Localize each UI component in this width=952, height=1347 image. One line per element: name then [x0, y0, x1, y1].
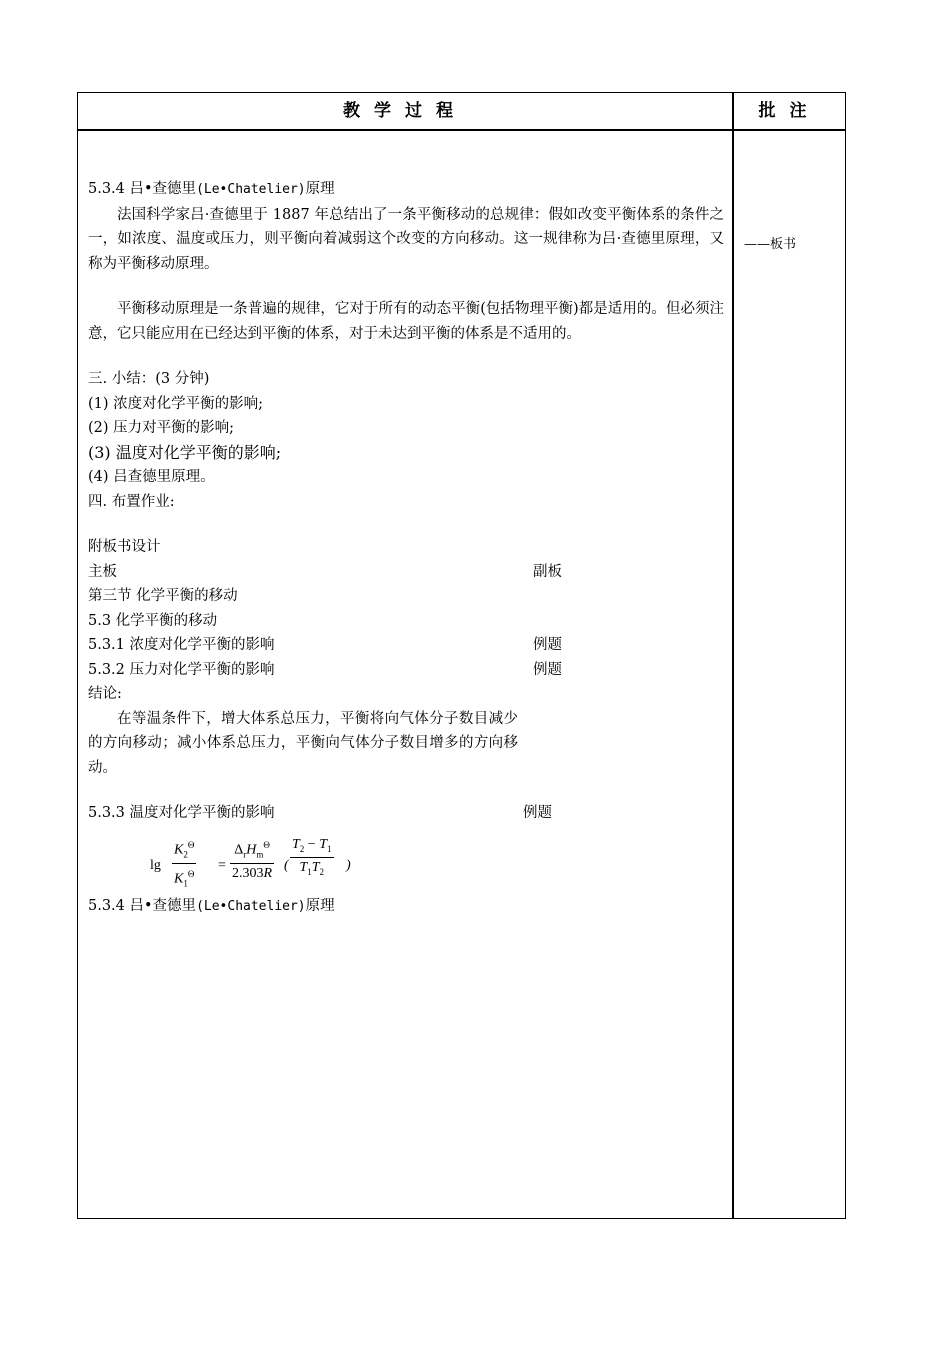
formula-temperature-fraction: $\frac{T_2 - T_1}{T_1T_2}$: [292, 836, 332, 878]
board-line: 5.3.3 温度对化学平衡的影响 例题: [88, 801, 724, 826]
formula-lg: lg: [150, 857, 161, 873]
summary-item: (3) 温度对化学平衡的影响;: [88, 442, 282, 462]
board-line: 5.3.2 压力对化学平衡的影响 例题: [88, 658, 724, 683]
sub-board-label: 副板: [533, 563, 562, 580]
board-design-title: 附板书设计: [88, 539, 161, 555]
example-label: 例题: [523, 805, 552, 821]
formula-paren-close: ): [346, 857, 351, 873]
paragraph-principle: 法国科学家吕·查德里于 1887 年总结出了一条平衡移动的总规律：假如改变平衡体系的条件之一，如浓度、温度或压力，则平衡向着减弱这个改变的方向移动。这一规律称为吕·查德里原理，又称为平衡移动原理。: [88, 206, 724, 272]
summary-item: (4) 吕查德里原理。: [88, 469, 215, 485]
lesson-table: [77, 92, 846, 1219]
main-content: [88, 177, 724, 919]
board-headings: [88, 560, 724, 585]
summary-item: (2) 压力对平衡的影响;: [88, 420, 235, 436]
board-line: 第三节 化学平衡的移动: [88, 588, 238, 604]
conclusion-text: 在等温条件下，增大体系总压力，平衡将向气体分子数目减少的方向移动；减小体系总压力，平衡向气体分子数目增多的方向移动。: [88, 710, 518, 776]
main-board-label: 主板: [88, 563, 117, 580]
formula-enthalpy-fraction: $\Delta_rH_m^\Theta$ 2.303R: [230, 836, 274, 884]
formula-k-ratio: $\frac{K_2^\Theta}{K_1^\Theta}$: [172, 836, 196, 894]
example-label: 例题: [533, 637, 562, 653]
formula-paren-open: (: [284, 857, 289, 873]
paragraph-universal: 平衡移动原理是一条普遍的规律，它对于所有的动态平衡(包括物理平衡)都是适用的。但必须注意，它只能应用在已经达到平衡的体系，对于未达到平衡的体系是不适用的。: [88, 301, 724, 342]
header-teaching-process: 教学过程: [343, 101, 467, 121]
vant-hoff-formula: [150, 836, 724, 894]
board-line: 5.3.4 吕•查德里(Le•Chatelier)原理: [88, 897, 335, 914]
note-board: ——板书: [744, 237, 797, 252]
section-title: 5.3.4 吕•查德里(Le•Chatelier)原理: [88, 181, 335, 197]
board-line: 5.3 化学平衡的移动: [88, 612, 218, 629]
summary-item: (1) 浓度对化学平衡的影响;: [88, 395, 264, 412]
example-label: 例题: [533, 661, 562, 678]
header-divider: [78, 129, 845, 131]
homework-title: 四. 布置作业:: [88, 493, 175, 510]
summary-title: 三. 小结：(3 分钟): [88, 371, 210, 387]
column-divider: [732, 93, 734, 1218]
formula-equals: =: [218, 857, 226, 873]
conclusion-label: 结论:: [88, 686, 122, 702]
header-notes: 批注: [758, 101, 821, 121]
board-line: 5.3.1 浓度对化学平衡的影响 例题: [88, 633, 724, 658]
